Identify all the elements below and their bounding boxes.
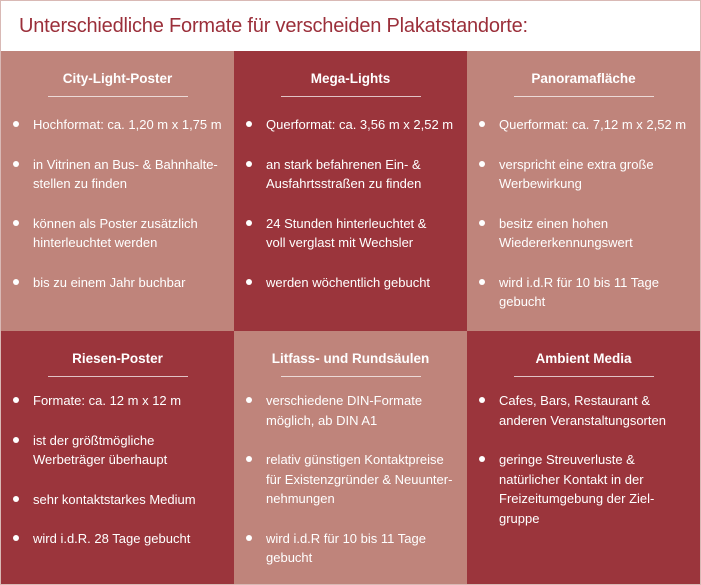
list-item [13, 529, 234, 549]
list-item [479, 450, 700, 528]
divider [48, 96, 188, 97]
bullet-icon [13, 279, 19, 285]
list-item-text: in Vitrinen an Bus- & Bahnhalte- stellen zu finden [33, 156, 218, 191]
bullet-icon [13, 437, 19, 443]
list-item [13, 431, 234, 470]
list-item [479, 391, 700, 430]
list-item-text: Hochformat: ca. 1,20 m x 1,75 m [33, 117, 222, 132]
list-item [246, 529, 467, 568]
list-item [246, 214, 467, 253]
list-item [479, 115, 700, 135]
cell-title: Panoramafläche [531, 71, 636, 86]
cell-litfass-rundsaeulen [234, 331, 467, 584]
list-item-text: besitz einen hohen Wiedererkennungswert [499, 215, 633, 250]
list-item [13, 490, 234, 510]
list-item-text: Querformat: ca. 3,56 m x 2,52 m [266, 117, 454, 132]
bullet-icon [13, 397, 19, 403]
list-item [13, 155, 234, 194]
cell-city-light-poster [1, 51, 234, 331]
divider [514, 376, 654, 377]
cell-panoramaflaeche [467, 51, 700, 331]
list-item-text: wird i.d.R für 10 bis 11 Tage gebucht [499, 274, 659, 309]
cell-title: Mega-Lights [310, 71, 391, 86]
list-item [246, 115, 467, 135]
list-item [13, 214, 234, 253]
list-item-text: bis zu einem Jahr buchbar [33, 274, 186, 290]
bullet-icon [246, 456, 252, 462]
bullet-icon [13, 496, 19, 502]
page-title: Unterschiedliche Formate für verscheiden Plakatstandorte: [19, 14, 528, 37]
divider [281, 96, 421, 97]
bullet-icon [479, 456, 485, 462]
feature-list [234, 115, 467, 292]
list-item [13, 115, 234, 135]
list-item [246, 450, 467, 509]
bullet-icon [479, 121, 485, 127]
bullet-icon [13, 121, 19, 127]
bullet-icon [246, 535, 252, 541]
bullet-icon [13, 535, 19, 541]
list-item [13, 391, 234, 411]
cell-title: City-Light-Poster [62, 71, 173, 86]
cell-title: Ambient Media [535, 351, 632, 366]
list-item [479, 273, 700, 312]
list-item-text: wird i.d.R. 28 Tage gebucht [33, 531, 191, 546]
bullet-icon [246, 161, 252, 167]
feature-list [1, 115, 234, 292]
bullet-icon [479, 161, 485, 167]
list-item-text: relativ günstigen Kontaktpreise für Existenzgründer & Neuunter- nehmungen [266, 452, 453, 506]
cell-riesen-poster [1, 331, 234, 584]
list-item-text: 24 Stunden hinterleuchtet & voll verglast mit Wechsler [266, 215, 427, 250]
bullet-icon [479, 397, 485, 403]
header [1, 1, 700, 51]
bullet-icon [479, 220, 485, 226]
list-item-text: Querformat: ca. 7,12 m x 2,52 m [499, 117, 687, 132]
cell-title: Riesen-Poster [72, 351, 163, 366]
bullet-icon [13, 220, 19, 226]
divider [48, 376, 188, 377]
list-item [246, 273, 467, 293]
feature-list [467, 115, 700, 312]
bullet-icon [246, 220, 252, 226]
bullet-icon [246, 397, 252, 403]
divider [281, 376, 421, 377]
cell-title: Litfass- und Rundsäulen [271, 351, 430, 366]
divider [514, 96, 654, 97]
cell-mega-lights [234, 51, 467, 331]
list-item-text: Cafes, Bars, Restaurant & anderen Veranstaltungsorten [499, 393, 666, 428]
list-item-text: Formate: ca. 12 m x 12 m [33, 393, 182, 408]
list-item [246, 155, 467, 194]
list-item-text: verschiedene DIN-Formate möglich, ab DIN A1 [266, 393, 423, 428]
bullet-icon [13, 161, 19, 167]
list-item-text: werden wöchentlich gebucht [266, 274, 431, 290]
list-item-text: geringe Streuverluste & natürlicher Kontakt in der Freizeitumgebung der Ziel- gruppe [499, 452, 655, 526]
cell-ambient-media [467, 331, 700, 584]
bullet-icon [479, 279, 485, 285]
formats-grid [1, 51, 700, 584]
list-item-text: ist der größtmögliche Werbeträger überhaupt [33, 432, 168, 467]
feature-list [467, 391, 700, 528]
bullet-icon [246, 121, 252, 127]
list-item-text: an stark befahrenen Ein- & Ausfahrtsstraßen zu finden [266, 156, 422, 191]
bullet-icon [246, 279, 252, 285]
feature-list [234, 391, 467, 568]
list-item-text: wird i.d.R für 10 bis 11 Tage gebucht [266, 530, 426, 565]
list-item [479, 155, 700, 194]
feature-list [1, 391, 234, 549]
list-item-text: verspricht eine extra große Werbewirkung [499, 156, 654, 191]
list-item [479, 214, 700, 253]
list-item [13, 273, 234, 293]
list-item [246, 391, 467, 430]
list-item-text: können als Poster zusätzlich hinterleuchtet werden [33, 215, 198, 250]
list-item-text: sehr kontaktstarkes Medium [33, 491, 196, 507]
